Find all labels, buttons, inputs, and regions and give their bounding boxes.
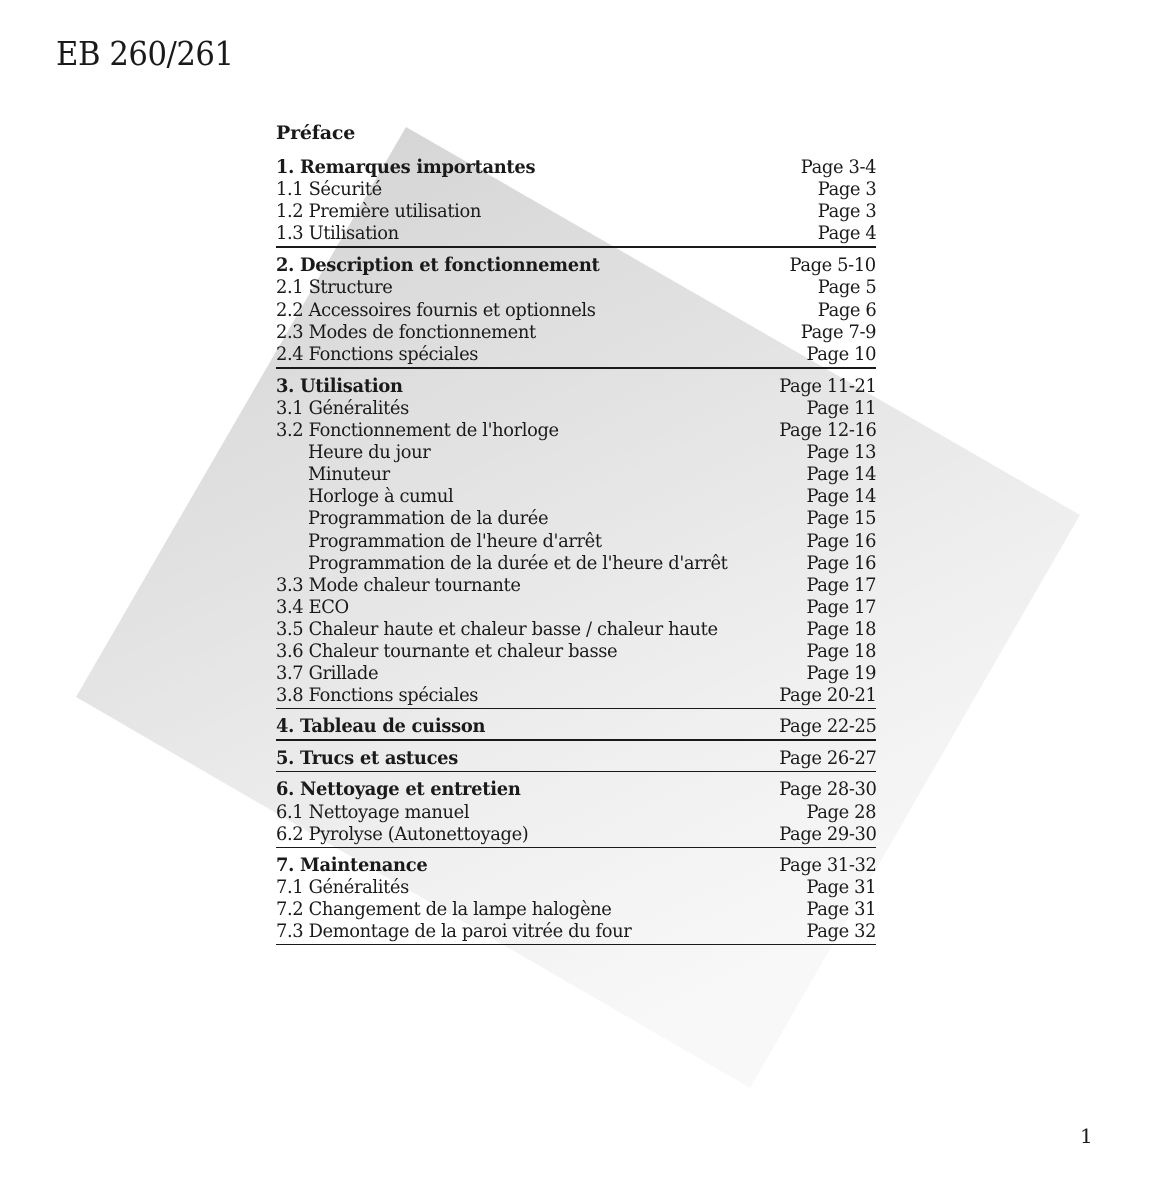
toc-entry-label: Minuteur bbox=[307, 463, 390, 486]
toc-entry-label: 1.1 Sécurité bbox=[276, 178, 382, 201]
toc-subentry[interactable] bbox=[276, 552, 876, 574]
toc-section-7 bbox=[276, 854, 876, 945]
toc-entry[interactable] bbox=[276, 662, 876, 684]
toc-page-ref: Page 31 bbox=[806, 875, 876, 898]
toc-entry-label: 3.3 Mode chaleur tournante bbox=[276, 573, 521, 596]
toc-page-ref: Page 11-21 bbox=[778, 374, 876, 397]
toc-entry-label: 3.8 Fonctions spéciales bbox=[276, 684, 479, 707]
toc-subentry[interactable] bbox=[276, 507, 876, 529]
toc-section-5 bbox=[276, 747, 876, 772]
toc-entry-label: Horloge à cumul bbox=[307, 485, 454, 508]
toc-heading-label: 2. Description et fonctionnement bbox=[276, 254, 600, 277]
toc-heading-label: 7. Maintenance bbox=[276, 853, 428, 876]
toc-entry-label: 2.4 Fonctions spéciales bbox=[276, 342, 479, 365]
toc-entry-label: 3.7 Grillade bbox=[276, 662, 379, 685]
toc-entry[interactable] bbox=[276, 898, 876, 920]
toc-page-ref: Page 20-21 bbox=[778, 684, 876, 707]
toc-preface[interactable]: Préface bbox=[276, 122, 356, 144]
toc-entry[interactable] bbox=[276, 321, 876, 343]
toc-entry-label: 3.6 Chaleur tournante et chaleur basse bbox=[276, 639, 618, 662]
toc-entry-label: 6.1 Nettoyage manuel bbox=[276, 800, 470, 823]
toc-entry-label: 2.2 Accessoires fournis et optionnels bbox=[276, 298, 596, 321]
toc-page-ref: Page 10 bbox=[806, 342, 876, 365]
toc-section-heading[interactable] bbox=[276, 375, 876, 397]
toc-entry[interactable] bbox=[276, 876, 876, 898]
toc-entry[interactable] bbox=[276, 801, 876, 823]
toc-entry[interactable] bbox=[276, 178, 876, 200]
toc-page-ref: Page 3 bbox=[817, 200, 876, 223]
toc-section-2 bbox=[276, 254, 876, 368]
toc-page-ref: Page 18 bbox=[806, 617, 876, 640]
toc-entry-label: 1.2 Première utilisation bbox=[276, 200, 481, 223]
toc-page-ref: Page 14 bbox=[806, 463, 876, 486]
toc-page-ref: Page 32 bbox=[806, 920, 876, 942]
toc-entry-label: Programmation de l'heure d'arrêt bbox=[307, 529, 602, 552]
toc-page-ref: Page 28 bbox=[806, 800, 876, 823]
toc-page-ref: Page 17 bbox=[806, 595, 876, 618]
toc-entry-label: 2.3 Modes de fonctionnement bbox=[276, 320, 536, 343]
toc-entry[interactable] bbox=[276, 397, 876, 419]
toc-page-ref: Page 3 bbox=[817, 178, 876, 201]
toc-entry-label: 7.1 Généralités bbox=[276, 875, 409, 898]
toc-entry-label: 3.5 Chaleur haute et chaleur basse / chaleur haute bbox=[276, 617, 718, 640]
toc-entry[interactable] bbox=[276, 299, 876, 321]
toc-page-ref: Page 16 bbox=[806, 551, 876, 574]
toc-section-heading[interactable] bbox=[276, 747, 876, 769]
toc-page-ref: Page 4 bbox=[817, 222, 876, 245]
toc-subentry[interactable] bbox=[276, 530, 876, 552]
table-of-contents bbox=[276, 120, 876, 951]
toc-page-ref: Page 11 bbox=[806, 396, 876, 419]
toc-subentry[interactable] bbox=[276, 441, 876, 463]
toc-page-ref: Page 19 bbox=[806, 662, 876, 685]
toc-heading-label: 4. Tableau de cuisson bbox=[276, 715, 486, 738]
toc-page-ref: Page 28-30 bbox=[778, 778, 876, 801]
toc-page-ref: Page 12-16 bbox=[778, 419, 876, 442]
toc-entry[interactable] bbox=[276, 596, 876, 618]
toc-page-ref: Page 16 bbox=[806, 529, 876, 552]
toc-entry[interactable] bbox=[276, 640, 876, 662]
toc-section-heading[interactable] bbox=[276, 778, 876, 800]
toc-page-ref: Page 3-4 bbox=[800, 156, 876, 178]
toc-page-ref: Page 5-10 bbox=[789, 254, 876, 277]
toc-page-ref: Page 15 bbox=[806, 507, 876, 530]
toc-entry-label: Programmation de la durée et de l'heure d'arrêt bbox=[307, 551, 728, 574]
toc-page-ref: Page 29-30 bbox=[778, 822, 876, 845]
toc-entry-label: 7.2 Changement de la lampe halogène bbox=[276, 897, 612, 920]
toc-page-ref: Page 6 bbox=[817, 298, 876, 321]
toc-page-ref: Page 5 bbox=[817, 276, 876, 299]
page-number: 1 bbox=[1080, 1124, 1093, 1148]
toc-page-ref: Page 31 bbox=[806, 897, 876, 920]
toc-heading-label: 3. Utilisation bbox=[276, 374, 403, 397]
toc-section-heading[interactable] bbox=[276, 254, 876, 276]
toc-entry-label: 3.2 Fonctionnement de l'horloge bbox=[276, 419, 559, 442]
toc-heading-label: 5. Trucs et astuces bbox=[276, 747, 459, 770]
toc-entry-label: 2.1 Structure bbox=[276, 276, 393, 299]
toc-page-ref: Page 22-25 bbox=[778, 715, 876, 738]
toc-section-6 bbox=[276, 778, 876, 847]
toc-entry[interactable] bbox=[276, 222, 876, 244]
toc-heading-label: 1. Remarques importantes bbox=[276, 156, 536, 178]
toc-page-ref: Page 7-9 bbox=[800, 320, 876, 343]
toc-page-ref: Page 13 bbox=[806, 441, 876, 464]
toc-subentry[interactable] bbox=[276, 485, 876, 507]
toc-entry[interactable] bbox=[276, 574, 876, 596]
toc-entry[interactable] bbox=[276, 920, 876, 942]
toc-entry[interactable] bbox=[276, 618, 876, 640]
toc-entry-label: 7.3 Demontage de la paroi vitrée du four bbox=[276, 920, 632, 942]
toc-entry-label: Programmation de la durée bbox=[307, 507, 549, 530]
toc-entry[interactable] bbox=[276, 276, 876, 298]
toc-section-heading[interactable] bbox=[276, 854, 876, 876]
toc-section-heading[interactable] bbox=[276, 156, 876, 178]
toc-entry-label: 6.2 Pyrolyse (Autonettoyage) bbox=[276, 822, 529, 845]
toc-heading-label: 6. Nettoyage et entretien bbox=[276, 778, 521, 801]
toc-entry[interactable] bbox=[276, 343, 876, 365]
toc-entry-label: 1.3 Utilisation bbox=[276, 222, 399, 245]
toc-entry-label: 3.1 Généralités bbox=[276, 396, 409, 419]
toc-page-ref: Page 31-32 bbox=[778, 853, 876, 876]
toc-entry-label: 3.4 ECO bbox=[276, 595, 349, 618]
toc-page-ref: Page 14 bbox=[806, 485, 876, 508]
toc-section-4 bbox=[276, 715, 876, 741]
toc-entry[interactable] bbox=[276, 823, 876, 845]
toc-subentry[interactable] bbox=[276, 463, 876, 485]
toc-entry[interactable] bbox=[276, 200, 876, 222]
toc-page-ref: Page 26-27 bbox=[778, 747, 876, 770]
toc-page-ref: Page 17 bbox=[806, 573, 876, 596]
toc-section-3 bbox=[276, 375, 876, 709]
toc-entry-label: Heure du jour bbox=[307, 441, 431, 464]
toc-section-heading[interactable] bbox=[276, 715, 876, 737]
toc-entry[interactable] bbox=[276, 684, 876, 706]
toc-entry[interactable] bbox=[276, 419, 876, 441]
document-title: EB 260/261 bbox=[56, 34, 234, 73]
toc-page-ref: Page 18 bbox=[806, 639, 876, 662]
toc-section-1 bbox=[276, 156, 876, 248]
